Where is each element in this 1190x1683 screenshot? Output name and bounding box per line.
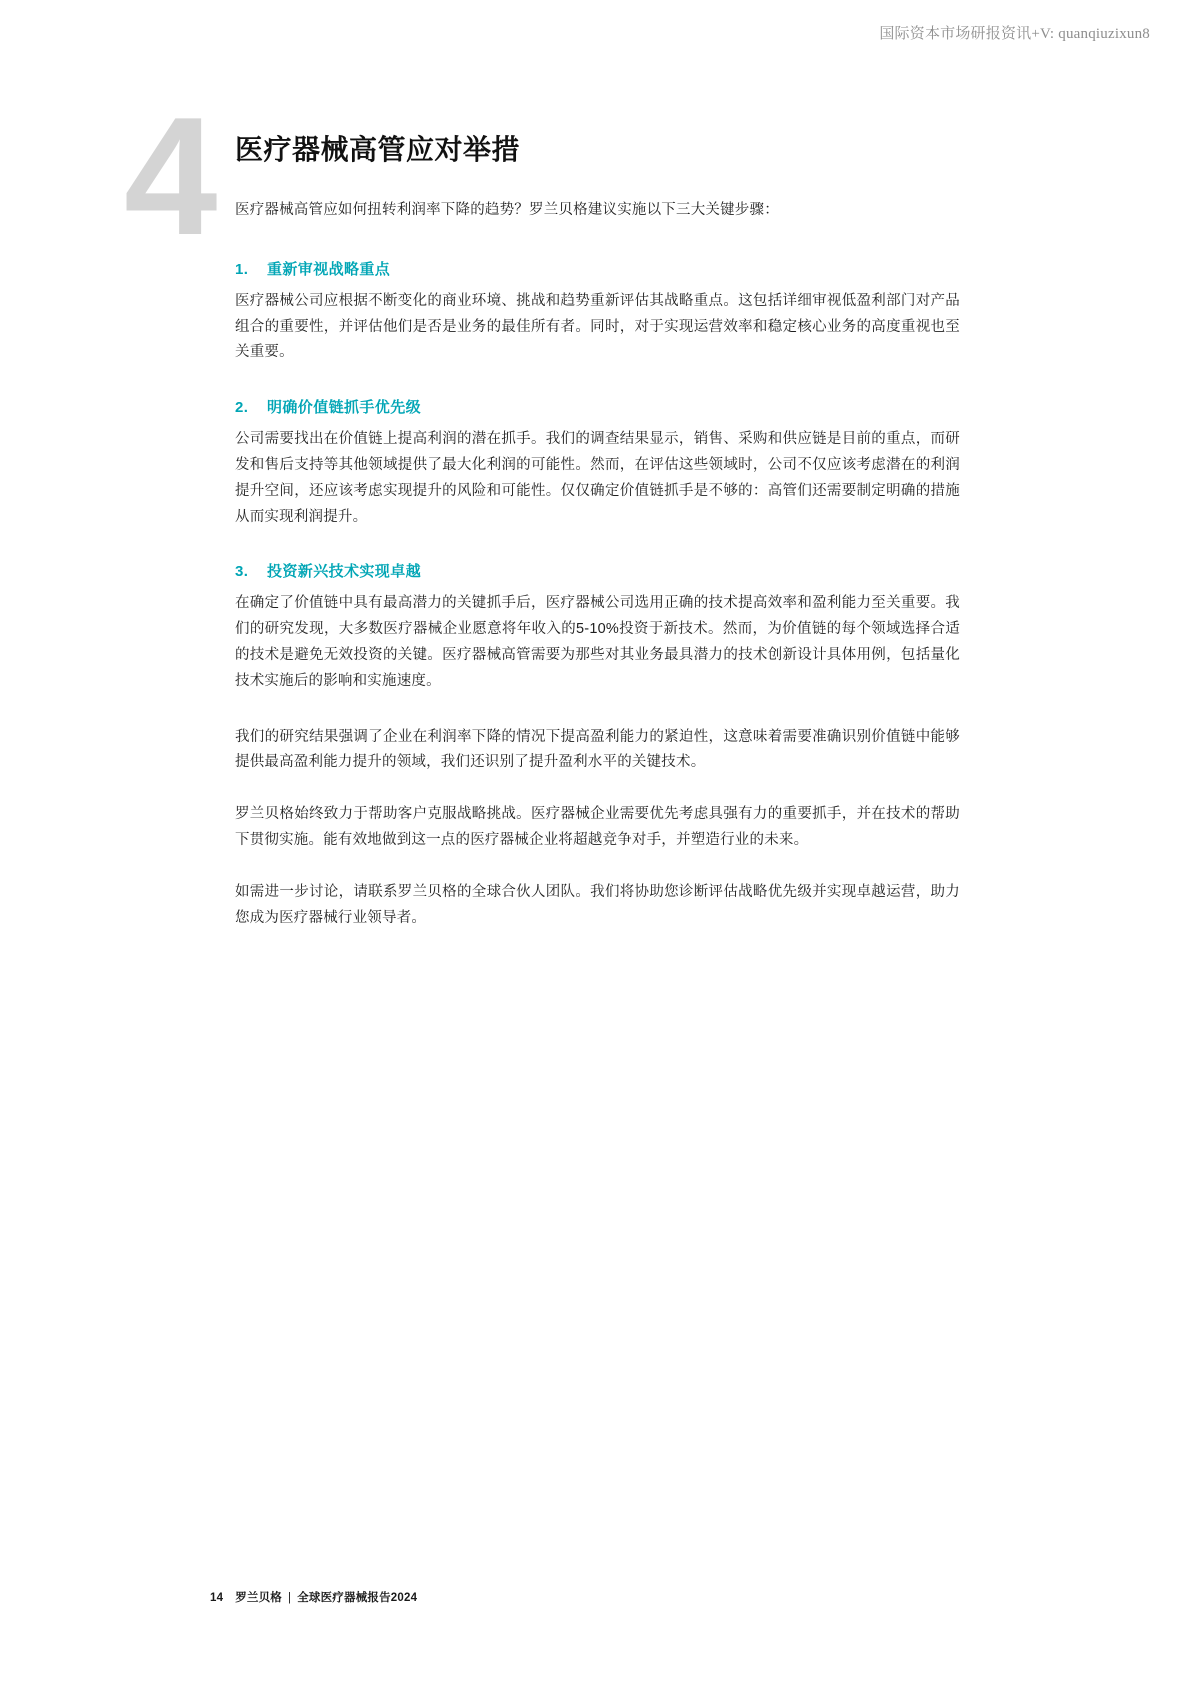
closing-paragraph-2: 罗兰贝格始终致力于帮助客户克服战略挑战。医疗器械企业需要优先考虑具强有力的重要抓手，并在技术的帮助下贯彻实施。能有效地做到这一点的医疗器械企业将超越竞争对手，并塑造行业的未来。 bbox=[235, 806, 960, 848]
section-3-title: 投资新兴技术实现卓越 bbox=[267, 563, 422, 581]
page-footer bbox=[210, 1589, 417, 1605]
section-1-title: 重新审视战略重点 bbox=[267, 260, 391, 278]
closing-paragraph-1: 我们的研究结果强调了企业在利润率下降的情况下提高盈利能力的紧迫性，这意味着需要准确识别价值链中能够提供最高盈利能力提升的领域，我们还识别了提升盈利水平的关键技术。 bbox=[235, 728, 960, 771]
section-1-heading bbox=[235, 258, 960, 279]
section-3-number: 3. bbox=[235, 563, 249, 581]
footer-document-title: 全球医疗器械报告2024 bbox=[297, 1592, 418, 1604]
footer-page-number: 14 bbox=[210, 1592, 224, 1604]
lead-paragraph: 医疗器械高管应如何扭转利润率下降的趋势？罗兰贝格建议实施以下三大关键步骤： bbox=[235, 202, 779, 219]
section-2-title: 明确价值链抓手优先级 bbox=[267, 399, 422, 417]
closing-block bbox=[235, 725, 960, 932]
section-1-number: 1. bbox=[235, 260, 249, 278]
page-title: 医疗器械高管应对举措 bbox=[235, 134, 521, 165]
footer-brand: 罗兰贝格 bbox=[235, 1592, 283, 1604]
section-1-body: 医疗器械公司应根据不断变化的商业环境、挑战和趋势重新评估其战略重点。这包括详细审视低盈利部门对产品组合的重要性，并评估他们是否是业务的最佳所有者。同时，对于实现运营效率和稳定核心业务的高度重视也至关重要。 bbox=[235, 292, 960, 361]
section-3-heading bbox=[235, 560, 960, 581]
section-2 bbox=[235, 396, 960, 530]
section-2-number: 2. bbox=[235, 399, 249, 417]
section-3-body: 在确定了价值链中具有最高潜力的关键抓手后，医疗器械公司选用正确的技术提高效率和盈利能力至关重要。我们的研究发现，大多数医疗器械企业愿意将年收入的5-10%投资于新技术。然而，为价值链的每个领域选择合适的技术是避免无效投资的关键。医疗器械高管需要为那些对其业务最具潜力的技术创新设计具体用例，包括量化技术实施后的影响和实施速度。 bbox=[235, 595, 960, 689]
section-2-body: 公司需要找出在价值链上提高利润的潜在抓手。我们的调查结果显示，销售、采购和供应链是目前的重点，而研发和售后支持等其他领域提供了最大化利润的可能性。然而，在评估这些领域时，公司不仅应该考虑潜在的利润提升空间，还应该考虑实现提升的风险和可能性。仅仅确定价值链抓手是不够的：高管们还需要制定明确的措施从而实现利润提升。 bbox=[235, 431, 960, 525]
section-1 bbox=[235, 258, 960, 366]
watermark-text: 国际资本市场研报资讯+V: quanqiuzixun8 bbox=[879, 26, 1150, 42]
footer-separator: | bbox=[288, 1592, 292, 1604]
closing-paragraph-3: 如需进一步讨论，请联系罗兰贝格的全球合伙人团队。我们将协助您诊断评估战略优先级并实现卓越运营，助力您成为医疗器械行业领导者。 bbox=[235, 883, 960, 926]
section-3 bbox=[235, 560, 960, 694]
section-2-heading bbox=[235, 396, 960, 417]
page-content bbox=[235, 132, 960, 931]
chapter-number: 4 bbox=[124, 82, 214, 270]
